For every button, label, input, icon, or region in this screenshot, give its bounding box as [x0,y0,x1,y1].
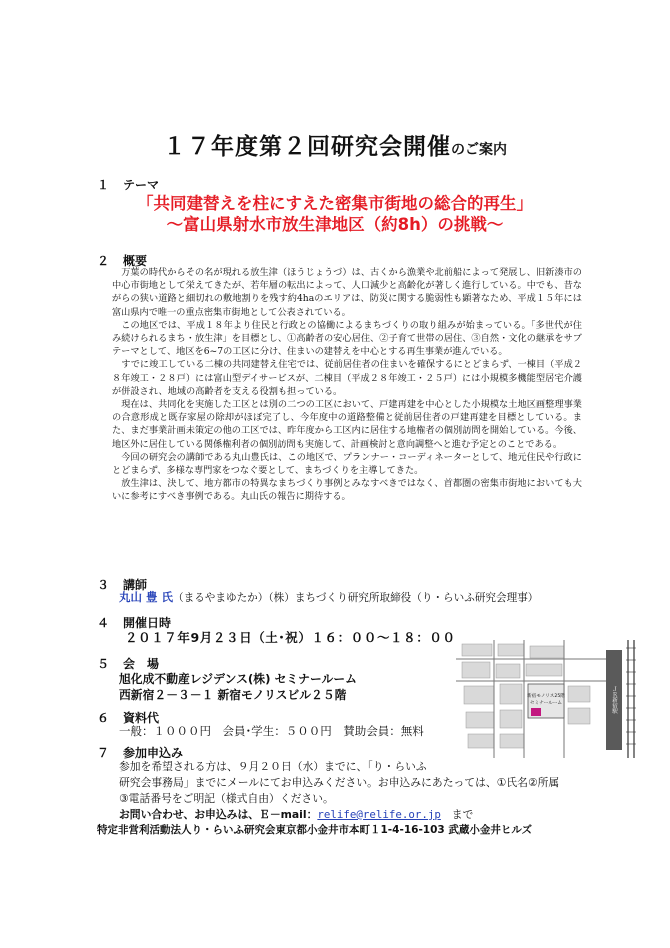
section-number: ２ [97,254,110,268]
section-label: 会 場 [123,657,160,671]
section-label: テーマ [123,178,160,192]
overview-paragraph: 今回の研究会の講師である丸山豊氏は、この地区で、プランナー・コーディネーターとして、地元住民や行政にとどまらず、多様な専門家をつなぐ要として、まちづくりを主導してきた。 [112,451,582,477]
venue-line-2: 西新宿２－３－１ 新宿モノリスビル２５階 [119,688,347,702]
title-main: １７年度第２回研究会開催 [163,134,451,160]
section-number: ７ [97,746,110,760]
apply-line-1: 参加を希望される方は、９月２０日（水）までに、「り・らいふ [119,760,427,773]
event-date: ２０１７年9月２３日（土･祝）１６：００～１８：００ [125,630,456,645]
section-number: ４ [97,616,110,630]
section-label: 開催日時 [123,616,172,630]
section-label: 講師 [123,578,148,592]
contact-suffix: まで [451,808,474,821]
overview-body [112,266,582,504]
lecturer-line [119,589,538,605]
venue-line-1: 旭化成不動産レジデンス(株) セミナールーム [119,672,357,686]
overview-paragraph: 現在は、共同化を実施した工区とは別の二つの工区において、戸建再建を中心とした小規模な土地区画整理事業の合意形成と既存家屋の除却がほぼ完了し、今年度中の道路整備と従前居住者の戸建再建を目標としている。また、まだ事業計画未策定の他の工区では、昨年度から工区内に居住する地権者の個別訪問を開始している。今後、地区外に居住している関係権利者の個別訪問も実施して、計画検討と意向調整へと進む予定とのことである。 [112,399,582,450]
apply-line-2: 研究会事務局」までにメールにてお申込みください。お申込みにあたっては、①氏名②所属 [119,776,560,789]
fee-value: 一般：１０００円 会員･学生：５００円 賛助会員：無料 [119,724,424,738]
email-link[interactable]: relife@relife.or.jp [317,808,441,821]
overview-paragraph: 万葉の時代からその名が現れる放生津（ほうじょうづ）は、古くから漁業や北前船によって発展し、旧新湊市の中心市街地として栄えてきたが、若年層の転出によって、人口減少と高齢化が著しく進行している。中でも、昔ながらの狭い道路と細切れの敷地割りを残す約4haのエリアは、防災に関する脆弱性も顕著なため、平成１５年には富山県内で唯一の重点密集市街地として公表されている。 [112,267,582,318]
contact-line [119,807,473,822]
theme-line-1: 「共同建替えを柱にすえた密集市街地の総合的再生」 [137,194,533,213]
overview-paragraph: すでに竣工している二棟の共同建替え住宅では、従前居住者の住まいを確保するにとどまらず、一棟目（平成２８年竣工・２８戸）には富山型デイサービスが、二棟目（平成２８年竣工・２５戸）には小規模多機能型居宅介護が併設され、地域の高齢者を支える役割も担っている。 [112,359,582,397]
theme-line-2: ～富山県射水市放生津地区（約8h）の挑戦～ [166,215,504,234]
section-number: ５ [97,657,110,671]
map-label-building: 新宿モノリス25階 [527,694,565,699]
lecturer-name: 丸山 豊 氏 [119,590,174,604]
section-number: ６ [97,711,110,725]
section-number: １ [97,178,110,192]
map-label-station: ＪＲ新宿駅 [611,686,617,714]
overview-paragraph: 放生津は、決して、地方都市の特異なまちづくり事例とみなすべきではなく、首都圏の密集市街地においても大いに参考にすべき事例である。丸山氏の報告に期待する。 [112,478,582,503]
section-label: 概要 [123,254,148,268]
section-label: 資料代 [123,711,160,725]
contact-prefix: お問い合わせ、お申込みは、Ｅ－mail： [119,808,318,821]
apply-line-3: ③電話番号をご明記（様式自由）ください。 [119,792,334,805]
section-number: ３ [97,578,110,592]
overview-paragraph: この地区では、平成１８年より住民と行政との協働によるまちづくりの取り組みが始まっている。「多世代が住み続けられるまち・放生津」を目標とし、①高齢者の安心居住、②子育て世帯の居住、③自然・文化の継承をサブテーマとして、地区を6~7の工区に分け、住まいの建替えを中心とする再生事業が進んでいる。 [112,319,582,358]
venue-map [456,640,640,758]
title-suffix: のご案内 [451,142,507,158]
map-label-room: セミナールーム [529,701,563,706]
map-graphic [456,640,640,758]
footer-organization: 特定非営利活動法人り・らいふ研究会東京都小金井市本町１1-4-16-103 武蔵小金井ヒルズ [97,824,533,836]
page-title [0,128,670,161]
lecturer-detail: （まるやまゆたか）（株）まちづくり研究所取締役（り・らいふ研究会理事） [173,592,539,604]
section-label: 参加申込み [123,746,184,760]
